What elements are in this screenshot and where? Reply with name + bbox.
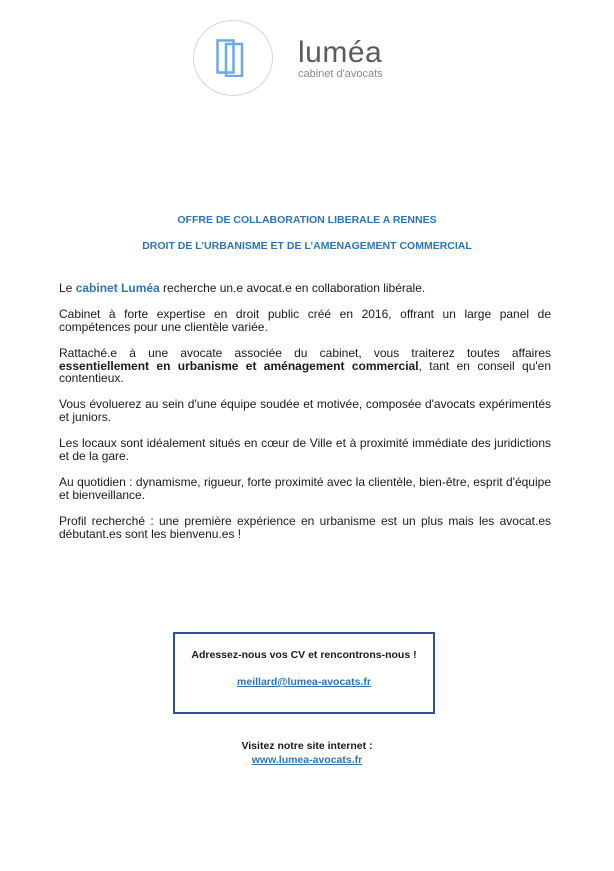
- team-text: Vous évoluerez au sein d'une équipe soudée et motivée, composée d'avocats expérimentés et juniors.: [59, 397, 551, 424]
- paragraph-role: [59, 347, 551, 385]
- cabinet-name-highlight: cabinet Luméa: [75, 281, 160, 295]
- contact-box: [173, 632, 435, 714]
- brand-tagline: cabinet d'avocats: [298, 68, 383, 80]
- paragraph-team: [59, 398, 551, 423]
- lumea-logo-icon: [216, 39, 250, 77]
- offer-heading: OFFRE DE COLLABORATION LIBERALE A RENNES: [177, 214, 437, 226]
- role-suffix: , tant en conseil qu'en contentieux.: [59, 358, 552, 385]
- paragraph-daily: [59, 476, 551, 501]
- paragraph-location: [59, 437, 551, 462]
- contact-title: Adressez-nous vos CV et rencontrons-nous !: [191, 649, 417, 661]
- brand-name: luméa: [298, 36, 383, 69]
- intro-suffix: recherche un.e avocat.e en collaboration libérale.: [159, 281, 426, 295]
- website-link[interactable]: www.lumea-avocats.fr: [251, 754, 363, 766]
- contact-email-link[interactable]: meillard@lumea-avocats.fr: [237, 676, 371, 688]
- paragraph-profile: [59, 515, 551, 540]
- role-specialty: essentiellement en urbanisme et aménagement commercial: [59, 358, 419, 373]
- paragraph-intro: [59, 282, 551, 295]
- daily-text: Au quotidien : dynamisme, rigueur, forte proximité avec la clientèle, bien-être, esprit d'équipe et bienveillance.: [59, 475, 551, 502]
- website-label: Visitez notre site internet :: [241, 740, 373, 752]
- role-prefix: Rattaché.e à une avocate associée du cabinet, vous traiterez toutes affaires: [59, 346, 551, 360]
- logo-circle: [193, 20, 273, 96]
- location-text: Les locaux sont idéalement situés en cœur de Ville et à proximité immédiate des juridictions et de la gare.: [59, 436, 551, 463]
- paragraph-expertise: [59, 308, 551, 333]
- intro-prefix: Le: [59, 281, 76, 295]
- domain-heading: DROIT DE L’URBANISME ET DE L’AMENAGEMENT COMMERCIAL: [142, 240, 472, 252]
- profile-text: Profil recherché : une première expérience en urbanisme est un plus mais les avocat.es débutant.es sont les bienvenu.es !: [59, 514, 551, 541]
- expertise-text: Cabinet à forte expertise en droit public créé en 2016, offrant un large panel de compétences pour une clientèle variée.: [59, 307, 551, 334]
